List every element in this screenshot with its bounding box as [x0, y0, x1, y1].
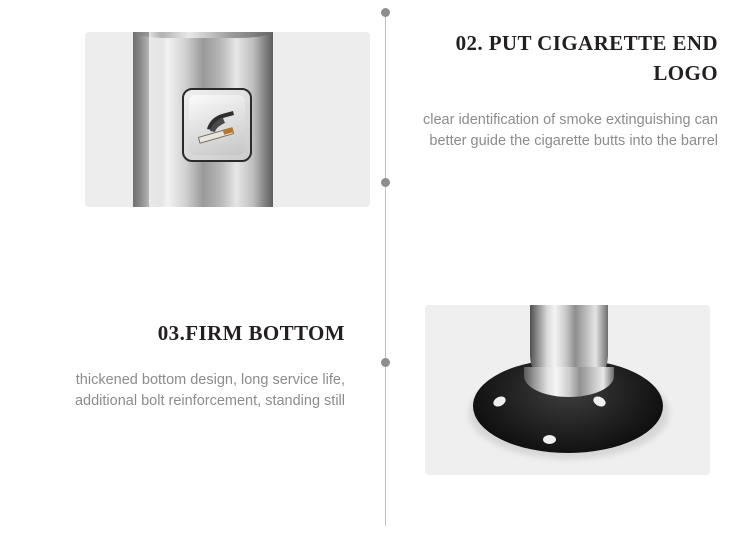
timeline-dot-icon	[381, 358, 390, 367]
section-02-text	[400, 28, 718, 152]
bin-base-plate-photo	[425, 305, 710, 475]
section-02-heading: 02. PUT CIGARETTE END LOGO	[455, 31, 718, 85]
timeline-dot-icon	[381, 178, 390, 187]
timeline-axis	[385, 10, 386, 526]
section-03-body: thickened bottom design, long service life, additional bolt reinforcement, standing still	[74, 372, 345, 409]
photo-background	[85, 32, 370, 207]
section-03-heading: 03.FIRM BOTTOM	[157, 321, 345, 345]
photo-background	[425, 305, 710, 475]
timeline-dot-icon	[381, 8, 390, 17]
logo-plate-inner	[189, 95, 245, 155]
cigarette-tip	[223, 127, 234, 135]
bolt-hole	[543, 435, 556, 444]
bin-highlight	[149, 32, 162, 207]
cigarette-bin-logo-photo	[85, 32, 370, 207]
cigarette-logo-plate	[182, 88, 252, 162]
section-02-body: clear identification of smoke extinguishing can better guide the cigarette butts into the barrel	[423, 112, 718, 149]
section-03-text	[30, 318, 345, 412]
